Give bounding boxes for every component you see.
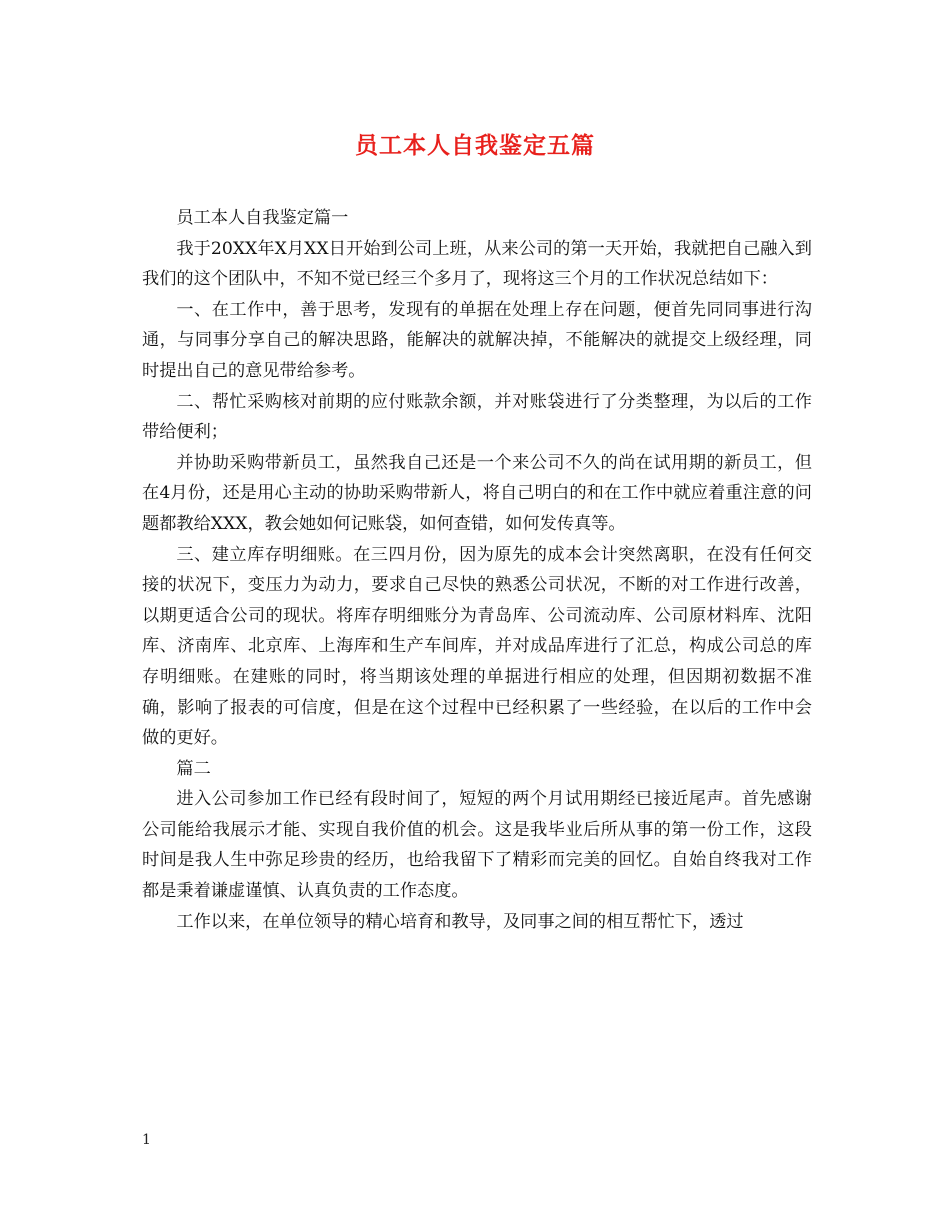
page-number: 1 (142, 1132, 151, 1148)
document-body (142, 203, 812, 937)
paragraph: 工作以来，在单位领导的精心培育和教导，及同事之间的相互帮忙下，透过 (176, 911, 744, 932)
paragraph: 进入公司参加工作已经有段时间了，短短的两个月试用期经已接近尾声。首先感谢公司能给我展示才能、实现自我价值的机会。这是我毕业后所从事的第一份工作，这段时间是我人生中弥足珍贵的经历，也给我留下了精彩而完美的回忆。自始自终我对工作都是秉着谦虚谨慎、认真负责的工作态度。 (142, 789, 812, 902)
section-heading-2: 篇二 (176, 758, 211, 779)
paragraph: 三、建立库存明细账。在三四月份，因为原先的成本会计突然离职，在没有任何交接的状况下，变压力为动力，要求自己尽快的熟悉公司状况，不断的对工作进行改善，以期更适合公司的现状。将库存明细账分为青岛库、公司流动库、公司原材料库、沈阳库、济南库、北京库、上海库和生产车间库，并对成品库进行了汇总，构成公司总的库存明细账。在建账的同时，将当期该处理的单据进行相应的处理，但因期初数据不准确，影响了报表的可信度，但是在这个过程中已经积累了一些经验，在以后的工作中会做的更好。 (142, 544, 812, 749)
paragraph: 二、帮忙采购核对前期的应付账款余额，并对账袋进行了分类整理，为以后的工作带给便利； (142, 391, 812, 443)
paragraph: 并协助采购带新员工，虽然我自己还是一个来公司不久的尚在试用期的新员工，但在4月份，还是用心主动的协助采购带新人，将自己明白的和在工作中就应着重注意的问题都教给XXX，教会她如何记账袋，如何查错，如何发传真等。 (142, 452, 812, 534)
section-heading-1: 员工本人自我鉴定篇一 (176, 208, 349, 228)
paragraph: 我于20XX年X月XX日开始到公司上班，从来公司的第一天开始，我就把自己融入到我们的这个团队中，不知不觉已经三个多月了，现将这三个月的工作状况总结如下： (142, 238, 812, 290)
paragraph: 一、在工作中，善于思考，发现有的单据在处理上存在问题，便首先同同事进行沟通，与同事分享自己的解决思路，能解决的就解决掉，不能解决的就提交上级经理，同时提出自己的意见带给参考。 (142, 299, 812, 381)
document-title: 员工本人自我鉴定五篇 (355, 132, 595, 159)
